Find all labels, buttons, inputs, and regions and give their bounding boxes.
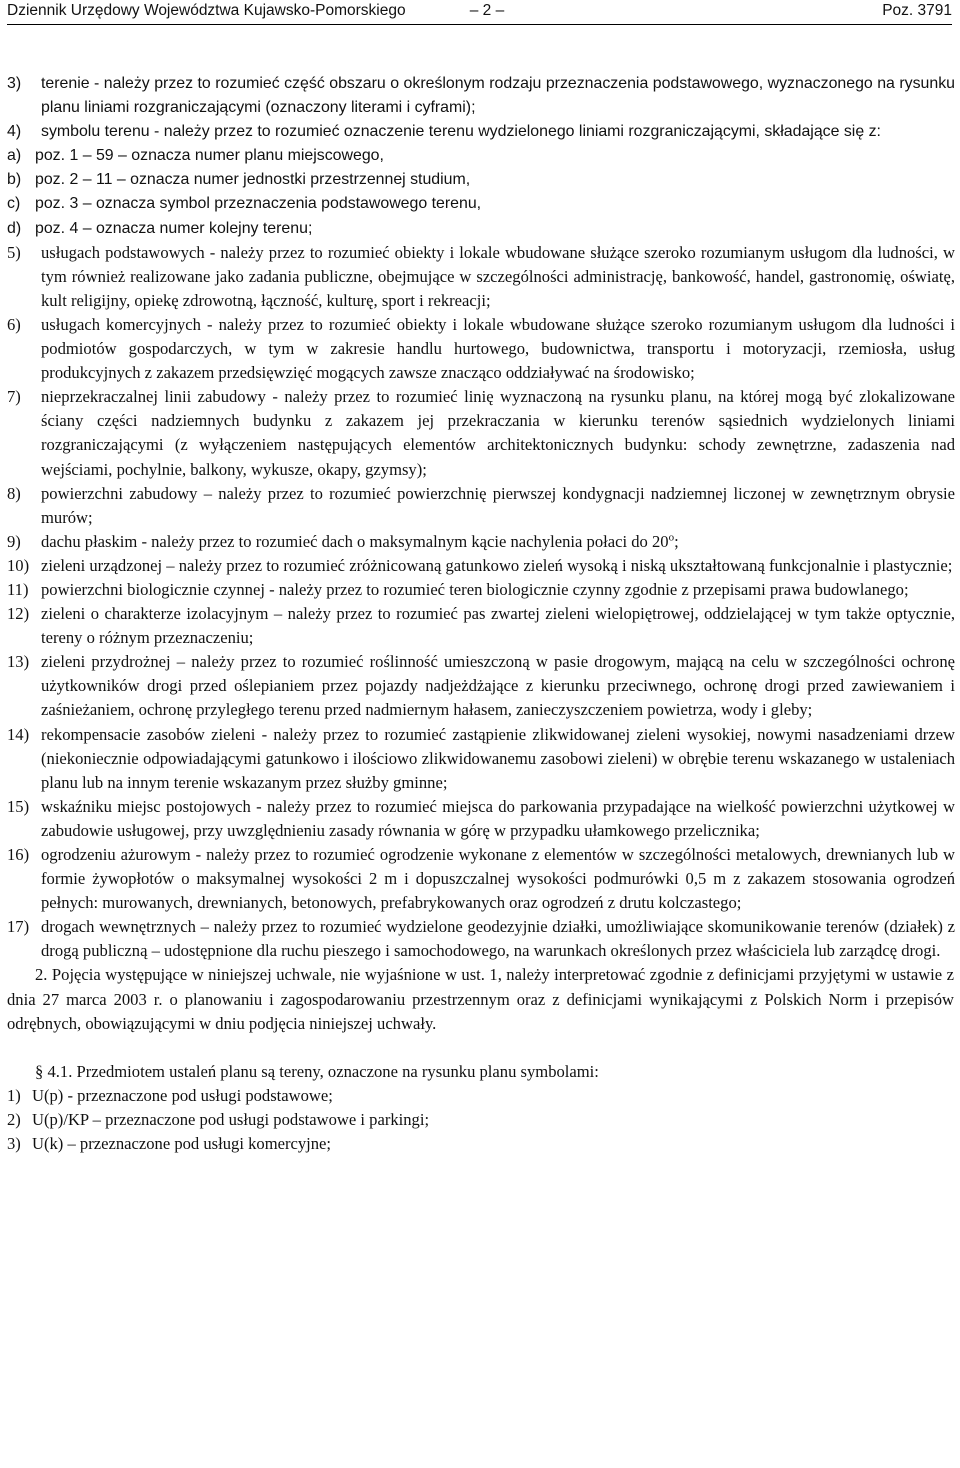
sub-item-letter: c) (7, 195, 21, 213)
item-text: nieprzekraczalnej linii zabudowy - należy przez to rozumieć linię wyznaczoną na rysunku planu, na której mogą być zlokalizowane ściany części nadziemnych budynku z zakazem jej przekraczania w kierunku terenów sąsiednich wydzielonych liniami rozgraniczającymi (z wyłączeniem następujących elementów architektonicznych budynku: schody zewnętrzne, zadaszenia nad wejściami, pochylnie, balkony, wykusze, okapy, gzymsy); (41, 387, 955, 479)
item-text: usługach podstawowych - należy przez to rozumieć obiekty i lokale wbudowane służące szeroko rozumianym usługom dla ludności, w tym również realizowane jako zadania publiczne, obejmujące w szczególności administrację, bankowość, handel, gastronomię, oświatę, kult religijny, opiekę zdrowotną, łączność, kulturę, sport i rekreacji; (41, 242, 955, 310)
page-number: – 2 – (469, 2, 505, 19)
sub-item-letter: a) (7, 147, 22, 165)
symbol-text: U(p)/KP – przeznaczone pod usługi podstawowe i parkingi; (32, 1109, 430, 1129)
item-text: dachu płaskim - należy przez to rozumieć dach o maksymalnym kącie nachylenia połaci do 20 (41, 531, 669, 551)
definition-item (7, 482, 957, 530)
sub-item-letter: d) (7, 219, 22, 237)
item-text: powierzchni zabudowy – należy przez to rozumieć powierzchnię pierwszej kondygnacji nadziemnej liczonej w zewnętrznym obrysie murów; (41, 483, 955, 527)
item-number: 11) (7, 579, 29, 599)
definition-item (7, 915, 957, 963)
definition-item (7, 554, 957, 578)
item-text: zieleni urządzonej – należy przez to rozumieć zróżnicowaną gatunkowo zieleń wysoką i niską ukształtowaną funkcjonalnie i plastycznie; (41, 555, 953, 575)
item-text: zieleni o charakterze izolacyjnym – należy przez to rozumieć pas zwartej zieleni wielopiętrowej, oddzielającej w tym także optycznie, tereny o różnym przeznaczeniu; (41, 604, 955, 648)
item-number: 12) (7, 604, 30, 624)
item-text: terenie - należy przez to rozumieć część obszaru o określonym rodzaju przeznaczenia podstawowego, wyznaczonego na rysunku planu liniami rozgraniczającymi (oznaczony literami i cyframi); (41, 75, 955, 117)
definition-item (7, 723, 957, 795)
symbol-list-item (7, 1132, 957, 1156)
spacer (7, 1036, 957, 1060)
item-text: powierzchni biologicznie czynnej - należy przez to rozumieć teren biologicznie czynny zgodnie z przepisami prawa budowlanego; (41, 579, 909, 599)
item-text: drogach wewnętrznych – należy przez to rozumieć wydzielone geodezyjnie działki, umożliwiające skomunikowanie terenów (działek) z drogą publiczną – udostępnione dla ruchu pieszego i samochodowego, na warunkach określonych przez właściciela lub zarządcę drogi. (41, 917, 955, 961)
sub-item-text: poz. 2 – 11 – oznacza numer jednostki przestrzennej studium, (35, 171, 471, 189)
definition-item (7, 72, 957, 120)
definition-item (7, 795, 957, 843)
item-text-tail: ; (674, 531, 679, 551)
definition-item (7, 650, 957, 722)
symbol-part-item (7, 144, 957, 168)
item-text: rekompensacie zasobów zieleni - należy przez to rozumieć zastąpienie zlikwidowanej zieleni wysokiej, nowymi nasadzeniami drzew (niekoniecznie odpowiadającymi gatunkowo i ilościowo zlikwidowanemu zasobowi zieleni) w obrębie terenu wskazanego w ustaleniach planu lub na innym terenie wskazanym przez służby gminne; (41, 724, 955, 792)
item-number: 14) (7, 724, 30, 744)
item-number: 15) (7, 796, 30, 816)
item-number: 16) (7, 845, 30, 864)
item-number: 13) (7, 652, 30, 672)
definition-item (7, 313, 957, 385)
definition-item (7, 120, 957, 144)
definition-item (7, 843, 957, 915)
item-text: zieleni przydrożnej – należy przez to rozumieć roślinność umieszczoną w pasie drogowym, mającą na celu w szczególności ochronę użytkowników drogi przed oślepianiem przez pojazdy nadjeżdżające z kierunku przeciwnego, ochronę drogi przed zawiewaniem i zaśnieżaniem, ochronę przyległego terenu przed nadmiernym hałasem, zanieczyszczeniem powietrza, wody i gleby; (41, 652, 955, 720)
definition-item (7, 385, 957, 481)
definition-item (7, 602, 957, 650)
symbol-number: 3) (7, 1134, 21, 1154)
item-number: 17) (7, 917, 30, 937)
item-text: symbolu terenu - należy przez to rozumieć oznaczenie terenu wydzielonego liniami rozgraniczającymi, składające się z: (41, 123, 881, 141)
item-number: 3) (7, 75, 22, 92)
sub-item-text: poz. 3 – oznacza symbol przeznaczenia podstawowego terenu, (35, 195, 482, 213)
symbol-text: U(k) – przeznaczone pod usługi komercyjne; (32, 1134, 332, 1154)
symbol-number: 2) (7, 1109, 21, 1129)
symbol-part-item (7, 217, 957, 241)
degree-superscript: o (668, 531, 675, 544)
sub-item-text: poz. 4 – oznacza numer kolejny terenu; (35, 219, 313, 237)
symbol-text: U(p) - przeznaczone pod usługi podstawowe; (32, 1085, 333, 1105)
paragraph-2: 2. Pojęcia występujące w niniejszej uchwale, nie wyjaśnione w ust. 1, należy interpretować zgodnie z definicjami przyjętymi w ustawie z dnia 27 marca 2003 r. o planowaniu i zagospodarowaniu przestrzennym oraz z definicjami wynikającymi z Polskich Norm i przepisów odrębnych, obowiązującymi w dniu podjęcia niniejszej uchwały. (7, 965, 954, 1033)
definition-item (7, 530, 957, 554)
sub-item-text: poz. 1 – 59 – oznacza numer planu miejscowego, (35, 147, 384, 165)
symbol-number: 1) (7, 1085, 21, 1105)
document-body (7, 72, 957, 1156)
publication-title: Dziennik Urzędowy Województwa Kujawsko-Pomorskiego (7, 2, 406, 19)
item-number: 4) (7, 123, 22, 141)
item-number: 6) (7, 314, 21, 334)
sub-item-letter: b) (7, 171, 22, 189)
item-number: 8) (7, 483, 21, 503)
item-text: wskaźniku miejsc postojowych - należy przez to rozumieć miejsca do parkowania przypadające na wielkość powierzchni użytkowej w zabudowie usługowej, przy uwzględnieniu zasady równania w górę w przypadku ułamkowego przelicznika; (41, 796, 955, 840)
definition-item (7, 578, 957, 602)
symbol-part-item (7, 168, 957, 192)
item-number: 7) (7, 387, 21, 407)
item-number: 10) (7, 555, 30, 575)
position-number: Poz. 3791 (882, 2, 952, 19)
page-header (7, 0, 952, 22)
section-heading: § 4.1. Przedmiotem ustaleń planu są tereny, oznaczone na rysunku planu symbolami: (35, 1061, 599, 1081)
header-rule (7, 24, 952, 25)
item-number: 5) (7, 242, 21, 262)
symbol-part-item (7, 192, 957, 216)
symbol-list-item (7, 1084, 957, 1108)
item-text-wrapper (41, 530, 957, 554)
item-text: usługach komercyjnych - należy przez to rozumieć obiekty i lokale wbudowane służące szeroko rozumianym usługom dla ludności i podmiotów gospodarczych, w tym w zakresie handlu hurtowego, budownictwa, transportu i motoryzacji, rzemiosła, usług produkcyjnych z zakazem przedsięwzięć mogących zawsze znacząco oddziaływać na środowisko; (41, 314, 955, 383)
symbol-list-item (7, 1108, 957, 1132)
item-number: 9) (7, 531, 21, 551)
item-text: ogrodzeniu ażurowym - należy przez to rozumieć ogrodzenie wykonane z elementów w szczególności metalowych, drewnianych lub w formie żywopłotów o maksymalnej wysokości 2 m i dopuszczalnej wysokości podmurówki 0,5 m z zakazem stosowania ogrodzeń pełnych: murowanych, drewnianych, betonowych, prefabrykowanych oraz ogrodzeń z drutu kolczastego; (41, 845, 955, 913)
definition-item (7, 241, 957, 313)
